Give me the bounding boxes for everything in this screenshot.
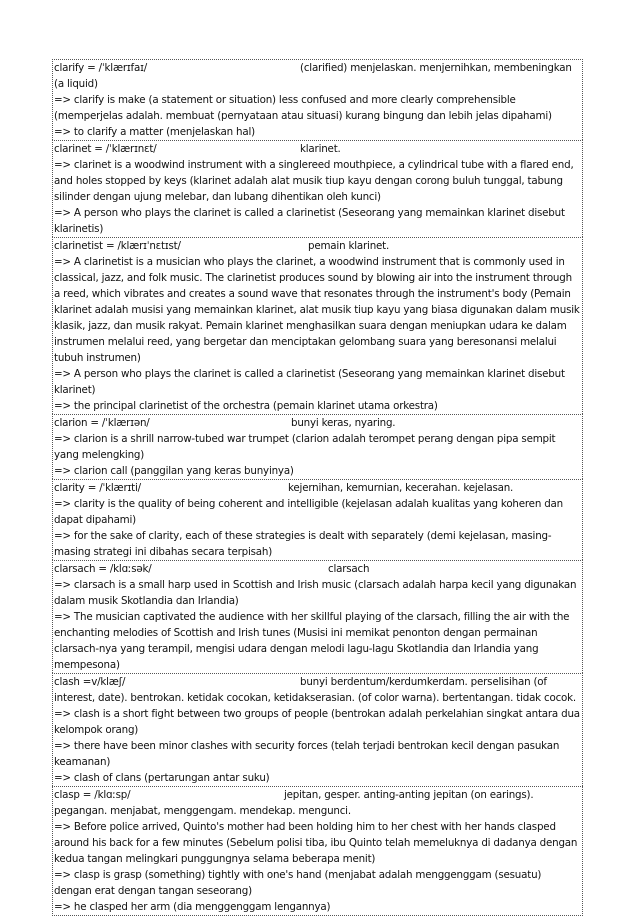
entry-term: clarinetist = /klærɪˈnɛtɪst/	[54, 240, 181, 252]
dictionary-entry	[52, 59, 583, 140]
entry-example-line: => he clasped her arm (dia menggenggam lengannya)	[54, 901, 331, 913]
entry-example-line: => to clarify a matter (menjelaskan hal)	[54, 126, 255, 138]
dictionary-entry	[52, 140, 583, 237]
entry-meaning: pemain klarinet.	[308, 240, 390, 252]
entry-term: clarify = /ˈklærɪfaɪ/	[54, 62, 147, 74]
entry-example-line: => The musician captivated the audience with her skillful playing of the clarsach, filling the air with the enchanting melodies of Scottish and Irish tunes (Musisi ini memikat penonton dengan permainan clarsach-nya yang terampil, mengisi udara dengan melodi lagu-lagu Skotlandia dan Irlandia yang mempesona)	[54, 611, 570, 671]
entry-example-line: => the principal clarinetist of the orchestra (pemain klarinet utama orkestra)	[54, 400, 438, 412]
dictionary-document	[52, 59, 583, 916]
entry-example-line: => for the sake of clarity, each of these strategies is dealt with separately (demi kejelasan, masing-masing strategi ini dibahas secara terpisah)	[54, 530, 552, 558]
entry-headword-line	[54, 238, 581, 254]
entry-term: clarsach = /klɑːsək/	[54, 563, 152, 575]
entry-example-line: => clarinet is a woodwind instrument with a singlereed mouthpiece, a cylindrical tube with a flared end, and holes stopped by keys (klarinet adalah alat musik tiup kayu dengan corong buluh tunggal, tabung silinder dengan ujung melebar, dan lubang dihentikan oleh kunci)	[54, 159, 574, 203]
entry-headword-line	[54, 141, 581, 157]
entry-meaning: kejernihan, kemurnian, kecerahan. kejelasan.	[288, 482, 514, 494]
entry-example-line: => there have been minor clashes with security forces (telah terjadi bentrokan kecil dengan pasukan keamanan)	[54, 740, 560, 768]
entry-term: clash =v/klæʃ/	[54, 676, 126, 688]
entry-headword-line	[54, 561, 581, 577]
entry-meaning: clarsach	[328, 563, 370, 575]
entry-headword-line	[54, 787, 581, 819]
entry-term: clasp = /klɑːsp/	[54, 789, 131, 801]
entry-example-line: => clarion is a shrill narrow-tubed war trumpet (clarion adalah terompet perang dengan pipa sempit yang melengking)	[54, 433, 556, 461]
entry-meaning: bunyi berdentum/kerdumkerdam. perselisihan (of interest, date). bentrokan. ketidak cocokan, ketidakserasian. (of color warna). bertentangan. tidak cocok.	[54, 676, 576, 704]
entry-example-line: => clash is a short fight between two groups of people (bentrokan adalah perkelahian singkat antara dua kelompok orang)	[54, 708, 580, 736]
entry-example-line: => clarity is the quality of being coherent and intelligible (kejelasan adalah kualitas yang koheren dan dapat dipahami)	[54, 498, 563, 526]
entry-term: clarity = /ˈklærɪti/	[54, 482, 141, 494]
dictionary-entry	[52, 560, 583, 673]
entry-example-line: => clasp is grasp (something) tightly with one's hand (menjabat adalah menggenggam (sesuatu) dengan erat dengan tangan seseorang)	[54, 869, 542, 897]
entry-term: clarinet = /ˈklærɪnɛt/	[54, 143, 157, 155]
entry-example-line: => A clarinetist is a musician who plays the clarinet, a woodwind instrument that is commonly used in classical, jazz, and folk music. The clarinetist produces sound by blowing air into the instrument through a reed, which vibrates and creates a sound wave that resonates through the instrument's body (Pemain klarinet adalah musisi yang memainkan klarinet, alat musik tiup kayu yang biasa digunakan dalam musik klasik, jazz, dan musik rakyat. Pemain klarinet menghasilkan suara dengan meniupkan udara ke dalam instrumen melalui reed, yang bergetar dan menciptakan gelombang suara yang beresonansi melalui tubuh instrumen)	[54, 256, 580, 364]
entry-meaning: klarinet.	[300, 143, 341, 155]
dictionary-entry	[52, 237, 583, 414]
entry-headword-line	[54, 480, 581, 496]
entry-headword-line	[54, 415, 581, 431]
dictionary-entry	[52, 786, 583, 916]
entry-term: clarion = /ˈklærɪən/	[54, 417, 150, 429]
entry-meaning: bunyi keras, nyaring.	[291, 417, 396, 429]
entry-meaning: (clarified) menjelaskan. menjernihkan, membeningkan (a liquid)	[54, 62, 572, 90]
dictionary-entry	[52, 673, 583, 786]
dictionary-entry	[52, 479, 583, 560]
dictionary-entry	[52, 414, 583, 479]
entry-example-line: => clarion call (panggilan yang keras bunyinya)	[54, 465, 294, 477]
entry-headword-line	[54, 60, 581, 92]
entry-meaning: jepitan, gesper. anting-anting jepitan (on earings). pegangan. menjabat, menggengam. mendekap. mengunci.	[54, 789, 534, 817]
entry-example-line: => A person who plays the clarinet is called a clarinetist (Seseorang yang memainkan klarinet disebut klarinetis)	[54, 207, 565, 235]
entry-headword-line	[54, 674, 581, 706]
entry-example-line: => clarsach is a small harp used in Scottish and Irish music (clarsach adalah harpa kecil yang digunakan dalam musik Skotlandia dan Irlandia)	[54, 579, 577, 607]
entry-example-line: => clarify is make (a statement or situation) less confused and more clearly comprehensible (memperjelas adalah. membuat (pernyataan atau situasi) kurang bingung dan lebih jelas dipahami)	[54, 94, 552, 122]
entry-example-line: => Before police arrived, Quinto's mother had been holding him to her chest with her hands clasped around his back for a few minutes (Sebelum polisi tiba, ibu Quinto telah memeluknya di dadanya dengan kedua tangan melingkari punggungnya selama beberapa menit)	[54, 821, 578, 865]
entry-example-line: => clash of clans (pertarungan antar suku)	[54, 772, 270, 784]
entry-example-line: => A person who plays the clarinet is called a clarinetist (Seseorang yang memainkan klarinet disebut klarinet)	[54, 368, 565, 396]
